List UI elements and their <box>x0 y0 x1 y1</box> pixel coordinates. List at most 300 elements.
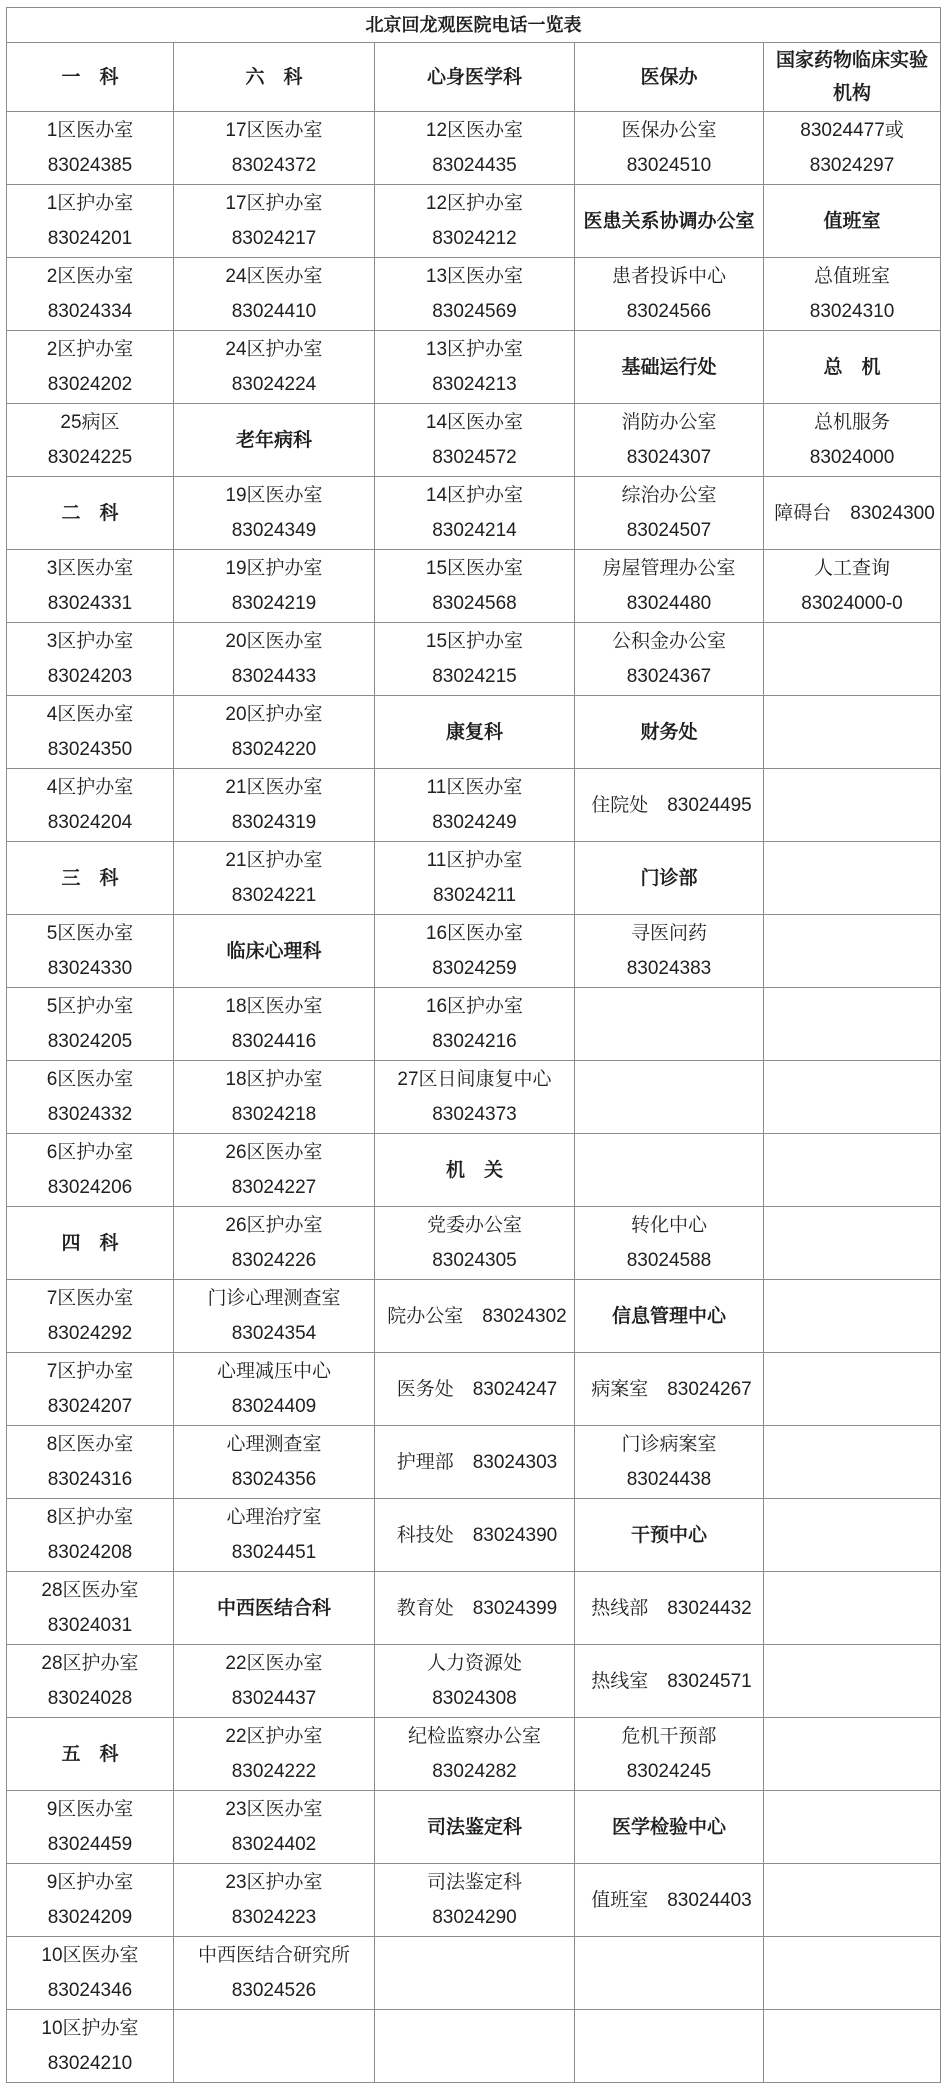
entry-number: 83024459 <box>47 1834 133 1855</box>
entry-number: 83024202 <box>47 374 133 395</box>
entry-number: 83024203 <box>47 666 133 687</box>
phone-entry-cell <box>174 623 375 696</box>
phone-entry-cell <box>375 988 575 1061</box>
entry-name-and-number: 院办公室 83024302 <box>387 1305 567 1327</box>
entry-number: 83024402 <box>231 1834 317 1855</box>
empty-cell <box>764 988 941 1061</box>
entry-number: 19区护办室 <box>225 558 323 579</box>
entry-name: 二 科 <box>61 502 119 524</box>
empty-cell <box>575 1134 764 1207</box>
phone-entry-cell <box>174 1864 375 1937</box>
entry-number: 9区护办室 <box>46 1872 134 1893</box>
table-row <box>7 550 941 623</box>
entry-number: 1区医办室 <box>46 120 134 141</box>
entry-number: 83024308 <box>432 1688 517 1709</box>
entry-number: 83024435 <box>432 155 517 176</box>
entry-number: 14区医办室 <box>425 412 524 433</box>
phone-entry-cell <box>375 1864 575 1937</box>
entry-number: 83024330 <box>47 958 133 979</box>
entry-number: 83024367 <box>626 666 712 687</box>
table-row <box>7 1134 941 1207</box>
phone-entry-cell <box>7 1572 174 1645</box>
entry-number: 83024507 <box>626 520 712 541</box>
entry-number: 20区医办室 <box>225 631 323 652</box>
entry-name: 康复科 <box>445 721 503 743</box>
entry-number: 83024349 <box>231 520 317 541</box>
entry-number: 83024568 <box>432 593 517 614</box>
phone-entry-cell <box>174 988 375 1061</box>
phone-entry-cell <box>375 1207 575 1280</box>
entry-number: 83024282 <box>432 1761 517 1782</box>
section-header-cell <box>575 1280 764 1353</box>
entry-name: 干预中心 <box>630 1524 707 1546</box>
entry-number: 83024319 <box>231 812 317 833</box>
phone-entry-cell <box>575 1718 764 1791</box>
section-header-cell <box>575 185 764 258</box>
entry-number: 83024332 <box>47 1104 133 1125</box>
empty-cell <box>764 1791 941 1864</box>
entry-number: 83024416 <box>231 1031 317 1052</box>
entry-name-and-number: 热线室 83024571 <box>591 1670 752 1692</box>
phone-entry-cell <box>375 1280 575 1353</box>
entry-number: 83024208 <box>47 1542 133 1563</box>
empty-cell <box>764 1645 941 1718</box>
entry-number: 83024211 <box>432 885 517 906</box>
phone-entry-cell <box>575 1426 764 1499</box>
entry-number: 83024227 <box>231 1177 317 1198</box>
phone-entry-cell <box>174 1061 375 1134</box>
phone-entry-cell <box>7 185 174 258</box>
entry-name: 公积金办公室 <box>611 631 726 652</box>
phone-entry-cell <box>174 331 375 404</box>
entry-number: 23区护办室 <box>225 1872 323 1893</box>
entry-number: 6区医办室 <box>46 1069 134 1090</box>
table-row <box>7 1426 941 1499</box>
entry-number: 83024000 <box>809 447 895 468</box>
table-body <box>7 112 941 2083</box>
entry-name-and-number: 值班室 83024403 <box>591 1889 752 1911</box>
entry-number: 83024206 <box>47 1177 133 1198</box>
entry-name: 医学检验中心 <box>611 1816 726 1838</box>
entry-name-and-number: 住院处 83024495 <box>591 794 752 816</box>
entry-number: 83024316 <box>47 1469 133 1490</box>
entry-number: 83024259 <box>432 958 517 979</box>
entry-number: 24区医办室 <box>225 266 323 287</box>
phone-entry-cell <box>174 112 375 185</box>
phone-entry-cell <box>7 1499 174 1572</box>
table-title: 北京回龙观医院电话一览表 <box>7 8 941 43</box>
entry-number: 19区医办室 <box>225 485 323 506</box>
entry-number: 83024028 <box>47 1688 133 1709</box>
entry-name: 心理测查室 <box>226 1434 322 1455</box>
column-header-dept1: 一 科 <box>7 43 174 112</box>
section-header-cell <box>575 696 764 769</box>
entry-number: 11区护办室 <box>426 850 523 871</box>
entry-name: 纪检监察办公室 <box>407 1726 541 1747</box>
phone-entry-cell <box>174 1791 375 1864</box>
section-header-cell <box>575 842 764 915</box>
entry-number: 24区护办室 <box>225 339 323 360</box>
table-row <box>7 769 941 842</box>
table-row <box>7 988 941 1061</box>
entry-number: 13区医办室 <box>425 266 524 287</box>
empty-cell <box>375 2010 575 2083</box>
empty-cell <box>764 1718 941 1791</box>
phone-entry-cell <box>174 1499 375 1572</box>
entry-number: 83024350 <box>47 739 133 760</box>
section-header-cell <box>174 915 375 988</box>
entry-number: 83024410 <box>231 301 317 322</box>
entry-number: 10区医办室 <box>41 1945 139 1966</box>
phone-entry-cell <box>7 769 174 842</box>
entry-number: 83024205 <box>47 1031 133 1052</box>
phone-entry-cell <box>174 1645 375 1718</box>
entry-name: 门诊部 <box>640 867 698 889</box>
entry-number: 83024201 <box>47 228 133 249</box>
phone-entry-cell <box>7 1134 174 1207</box>
entry-name: 老年病科 <box>235 429 312 451</box>
entry-number: 5区护办室 <box>46 996 134 1017</box>
phone-entry-cell <box>174 1718 375 1791</box>
entry-name: 医保办公室 <box>621 120 717 141</box>
entry-name: 医患关系协调办公室 <box>583 210 755 232</box>
entry-name: 临床心理科 <box>226 940 322 962</box>
entry-number: 7区医办室 <box>46 1288 134 1309</box>
entry-number: 2区医办室 <box>46 266 134 287</box>
phone-directory-table <box>6 7 941 2083</box>
phone-entry-cell <box>375 185 575 258</box>
entry-name: 门诊病案室 <box>621 1434 717 1455</box>
entry-number: 83024207 <box>47 1396 133 1417</box>
phone-entry-cell <box>174 185 375 258</box>
entry-number: 83024569 <box>432 301 517 322</box>
phone-entry-cell <box>174 1426 375 1499</box>
entry-number: 20区护办室 <box>225 704 323 725</box>
phone-entry-cell <box>7 1280 174 1353</box>
table-row <box>7 1645 941 1718</box>
empty-cell <box>764 769 941 842</box>
entry-number: 83024409 <box>231 1396 317 1417</box>
phone-entry-cell <box>375 331 575 404</box>
phone-entry-cell <box>375 112 575 185</box>
phone-entry-cell <box>575 112 764 185</box>
entry-number: 27区日间康复中心 <box>397 1069 552 1090</box>
phone-entry-cell <box>174 258 375 331</box>
phone-entry-cell <box>7 1937 174 2010</box>
entry-number: 83024223 <box>231 1907 317 1928</box>
entry-name: 转化中心 <box>630 1215 707 1236</box>
phone-entry-cell <box>575 1572 764 1645</box>
phone-entry-cell <box>375 1645 575 1718</box>
entry-number: 83024356 <box>231 1469 317 1490</box>
phone-entry-cell <box>375 404 575 477</box>
entry-name: 消防办公室 <box>621 412 717 433</box>
entry-number: 83024297 <box>809 155 895 176</box>
entry-number: 83024346 <box>47 1980 133 2001</box>
entry-number: 12区医办室 <box>425 120 524 141</box>
entry-number: 83024588 <box>626 1250 712 1271</box>
entry-name: 信息管理中心 <box>611 1305 726 1327</box>
empty-cell <box>764 1937 941 2010</box>
table-row <box>7 623 941 696</box>
entry-number: 83024000-0 <box>801 593 903 614</box>
phone-entry-cell <box>375 550 575 623</box>
phone-entry-cell <box>7 988 174 1061</box>
section-header-cell <box>575 331 764 404</box>
empty-cell <box>764 1499 941 1572</box>
entry-number: 16区护办室 <box>425 996 524 1017</box>
entry-number: 83024213 <box>432 374 517 395</box>
entry-name: 司法鉴定科 <box>426 1872 522 1893</box>
section-header-cell <box>375 1791 575 1864</box>
column-header-drug-trial-institution: 国家药物临床实验机构 <box>764 43 941 112</box>
empty-cell <box>764 2010 941 2083</box>
table-row <box>7 112 941 185</box>
empty-cell <box>575 1937 764 2010</box>
table-row <box>7 842 941 915</box>
phone-entry-cell <box>375 915 575 988</box>
entry-number: 17区医办室 <box>225 120 323 141</box>
phone-entry-cell <box>174 1280 375 1353</box>
table-row <box>7 696 941 769</box>
section-header-cell <box>375 696 575 769</box>
phone-entry-cell <box>575 1864 764 1937</box>
entry-name: 总值班室 <box>814 266 891 287</box>
entry-name-and-number: 病案室 83024267 <box>591 1378 752 1400</box>
empty-cell <box>764 1353 941 1426</box>
phone-entry-cell <box>575 258 764 331</box>
entry-number: 83024307 <box>626 447 712 468</box>
entry-number: 26区护办室 <box>225 1215 323 1236</box>
table-row <box>7 1718 941 1791</box>
entry-name: 总 机 <box>823 356 881 378</box>
entry-number: 83024224 <box>231 374 317 395</box>
entry-number: 21区医办室 <box>225 777 323 798</box>
entry-number: 83024217 <box>231 228 317 249</box>
section-header-cell <box>7 842 174 915</box>
empty-cell <box>174 2010 375 2083</box>
entry-number: 83024225 <box>47 447 133 468</box>
phone-entry-cell <box>174 842 375 915</box>
entry-number: 18区护办室 <box>225 1069 323 1090</box>
entry-name: 总机服务 <box>814 412 891 433</box>
section-header-cell <box>7 1207 174 1280</box>
phone-entry-cell <box>7 1864 174 1937</box>
phone-entry-cell <box>174 769 375 842</box>
table-row <box>7 1499 941 1572</box>
entry-name: 人力资源处 <box>426 1653 522 1674</box>
entry-number: 22区护办室 <box>225 1726 323 1747</box>
entry-number: 3区医办室 <box>46 558 134 579</box>
entry-number: 83024510 <box>626 155 712 176</box>
empty-cell <box>764 1061 941 1134</box>
entry-number: 83024215 <box>432 666 517 687</box>
phone-entry-cell <box>575 769 764 842</box>
title-row <box>7 8 941 43</box>
entry-name: 司法鉴定科 <box>426 1816 522 1838</box>
phone-entry-cell <box>575 404 764 477</box>
table-row <box>7 1061 941 1134</box>
section-header-cell <box>764 331 941 404</box>
phone-entry-cell <box>764 477 941 550</box>
phone-entry-cell <box>7 1061 174 1134</box>
phone-entry-cell <box>764 112 941 185</box>
entry-number: 83024221 <box>231 885 317 906</box>
entry-name: 基础运行处 <box>621 356 717 378</box>
entry-number: 26区医办室 <box>225 1142 323 1163</box>
table-row <box>7 1791 941 1864</box>
entry-name-and-number: 科技处 83024390 <box>396 1524 558 1546</box>
phone-entry-cell <box>7 331 174 404</box>
table-row <box>7 404 941 477</box>
empty-cell <box>764 1134 941 1207</box>
empty-cell <box>375 1937 575 2010</box>
table-row <box>7 258 941 331</box>
entry-number: 83024226 <box>231 1250 317 1271</box>
entry-number: 83024220 <box>231 739 317 760</box>
entry-number: 83024373 <box>432 1104 517 1125</box>
entry-number: 25病区 <box>60 412 120 433</box>
entry-name: 危机干预部 <box>621 1726 717 1747</box>
entry-number: 2区护办室 <box>46 339 134 360</box>
table-row <box>7 185 941 258</box>
phone-entry-cell <box>375 1718 575 1791</box>
phone-entry-cell <box>575 550 764 623</box>
entry-number: 83024477或 <box>800 120 904 141</box>
entry-name: 人工查询 <box>814 558 891 579</box>
entry-name: 房屋管理办公室 <box>602 558 736 579</box>
entry-name-and-number: 护理部 83024303 <box>396 1451 558 1473</box>
entry-number: 83024214 <box>432 520 517 541</box>
entry-number: 83024290 <box>432 1907 517 1928</box>
entry-name-and-number: 障碍台 83024300 <box>774 502 935 524</box>
entry-name: 门诊心理测查室 <box>207 1288 341 1309</box>
entry-number: 83024209 <box>47 1907 133 1928</box>
entry-name-and-number: 医务处 83024247 <box>396 1378 558 1400</box>
entry-number: 83024212 <box>432 228 517 249</box>
phone-entry-cell <box>375 1426 575 1499</box>
phone-entry-cell <box>7 550 174 623</box>
entry-name: 四 科 <box>61 1232 119 1254</box>
entry-name: 三 科 <box>61 867 119 889</box>
table-row <box>7 2010 941 2083</box>
phone-entry-cell <box>575 477 764 550</box>
entry-name: 寻医问药 <box>630 923 707 944</box>
entry-number: 83024354 <box>231 1323 317 1344</box>
phone-entry-cell <box>575 623 764 696</box>
entry-number: 83024334 <box>47 301 133 322</box>
entry-number: 83024572 <box>432 447 517 468</box>
entry-number: 16区医办室 <box>425 923 524 944</box>
entry-name: 五 科 <box>61 1743 119 1765</box>
phone-entry-cell <box>7 258 174 331</box>
entry-number: 8区护办室 <box>46 1507 134 1528</box>
entry-number: 6区护办室 <box>46 1142 134 1163</box>
phone-entry-cell <box>375 258 575 331</box>
phone-entry-cell <box>7 623 174 696</box>
entry-number: 8区医办室 <box>46 1434 134 1455</box>
entry-number: 4区护办室 <box>46 777 134 798</box>
table-row <box>7 1864 941 1937</box>
entry-number: 17区护办室 <box>225 193 323 214</box>
phone-entry-cell <box>7 1353 174 1426</box>
phone-entry-cell <box>7 1791 174 1864</box>
empty-cell <box>764 1572 941 1645</box>
section-header-cell <box>174 1572 375 1645</box>
phone-entry-cell <box>575 1207 764 1280</box>
entry-number: 83024433 <box>231 666 317 687</box>
empty-cell <box>575 2010 764 2083</box>
column-header-dept6: 六 科 <box>174 43 375 112</box>
entry-name-and-number: 教育处 83024399 <box>396 1597 558 1619</box>
phone-entry-cell <box>375 623 575 696</box>
section-header-cell <box>575 1791 764 1864</box>
phone-entry-cell <box>7 915 174 988</box>
entry-number: 83024216 <box>432 1031 517 1052</box>
phone-entry-cell <box>7 1426 174 1499</box>
entry-name: 患者投诉中心 <box>611 266 726 287</box>
entry-number: 3区护办室 <box>46 631 134 652</box>
column-header-psychosomatic-medicine: 心身医学科 <box>375 43 575 112</box>
entry-number: 83024526 <box>231 1980 317 2001</box>
table-row <box>7 915 941 988</box>
entry-number: 28区护办室 <box>41 1653 139 1674</box>
empty-cell <box>764 1426 941 1499</box>
entry-number: 1区护办室 <box>46 193 134 214</box>
entry-number: 83024222 <box>231 1761 317 1782</box>
entry-name: 机 关 <box>445 1159 503 1181</box>
entry-number: 7区护办室 <box>46 1361 134 1382</box>
entry-name: 心理减压中心 <box>216 1361 331 1382</box>
entry-number: 83024451 <box>231 1542 317 1563</box>
table-row <box>7 1353 941 1426</box>
entry-number: 83024204 <box>47 812 133 833</box>
entry-number: 83024331 <box>47 593 133 614</box>
entry-number: 83024219 <box>231 593 317 614</box>
entry-number: 22区医办室 <box>225 1653 323 1674</box>
entry-name: 中西医结合研究所 <box>197 1945 350 1966</box>
entry-number: 21区护办室 <box>225 850 323 871</box>
section-header-cell <box>174 404 375 477</box>
entry-number: 14区护办室 <box>425 485 524 506</box>
empty-cell <box>764 623 941 696</box>
entry-number: 83024310 <box>809 301 895 322</box>
entry-number: 15区医办室 <box>425 558 524 579</box>
section-header-cell <box>375 1134 575 1207</box>
table-row <box>7 331 941 404</box>
phone-entry-cell <box>575 915 764 988</box>
phone-entry-cell <box>375 477 575 550</box>
empty-cell <box>764 696 941 769</box>
phone-entry-cell <box>7 696 174 769</box>
section-header-cell <box>764 185 941 258</box>
entry-number: 4区医办室 <box>46 704 134 725</box>
entry-number: 83024383 <box>626 958 712 979</box>
entry-number: 83024566 <box>626 301 712 322</box>
entry-number: 15区护办室 <box>425 631 524 652</box>
phone-entry-cell <box>174 696 375 769</box>
phone-entry-cell <box>174 550 375 623</box>
entry-number: 83024292 <box>47 1323 133 1344</box>
empty-cell <box>764 915 941 988</box>
phone-entry-cell <box>174 1937 375 2010</box>
phone-entry-cell <box>174 1134 375 1207</box>
section-header-cell <box>7 1718 174 1791</box>
entry-number: 28区医办室 <box>41 1580 139 1601</box>
entry-number: 13区护办室 <box>425 339 524 360</box>
empty-cell <box>764 1864 941 1937</box>
phone-entry-cell <box>575 1353 764 1426</box>
